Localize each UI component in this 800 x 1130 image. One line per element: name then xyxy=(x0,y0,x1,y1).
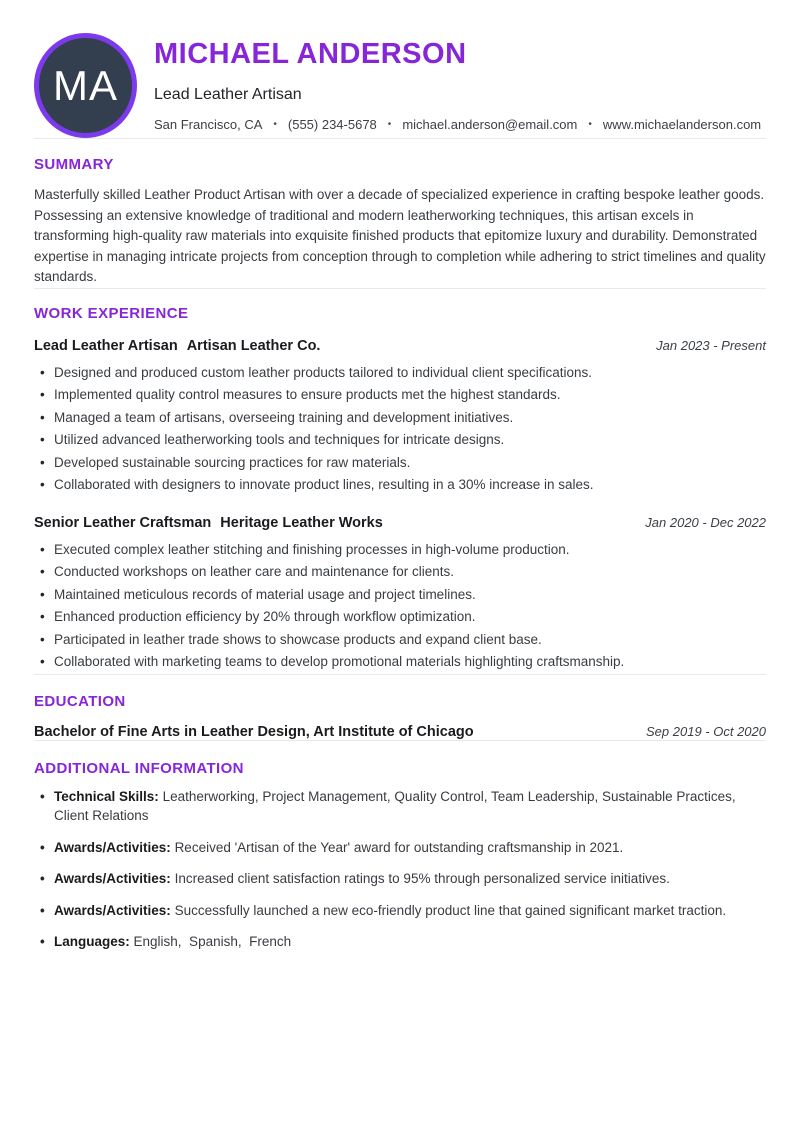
job-title-line xyxy=(34,514,383,532)
info-text: Successfully launched a new eco-friendly product line that gained significant market traction. xyxy=(174,902,727,918)
resume-header xyxy=(34,33,766,138)
info-text: Increased client satisfaction ratings to 95% through personalized service initiatives. xyxy=(174,871,670,886)
job-title: Lead Leather Artisan xyxy=(34,337,178,354)
contact-phone: (555) 234-5678 xyxy=(287,116,377,132)
header-text xyxy=(154,33,761,132)
job-dates: Jan 2020 - Dec 2022 xyxy=(645,514,766,530)
contact-email: michael.anderson@email.com xyxy=(402,116,578,132)
candidate-title: Lead Leather Artisan xyxy=(154,85,302,103)
contact-website: www.michaelanderson.com xyxy=(602,116,762,132)
candidate-name: MICHAEL ANDERSON xyxy=(154,38,467,70)
job-title: Senior Leather Craftsman xyxy=(34,514,212,531)
job-bullet: • Participated in leather trade shows to showcase products and expand client base. xyxy=(34,629,766,652)
dot-separator: • xyxy=(588,118,592,130)
job-entry xyxy=(34,337,766,497)
job-header xyxy=(34,514,766,532)
job-bullet: • Managed a team of artisans, overseeing training and development initiatives. xyxy=(34,407,766,430)
contact-location: San Francisco, CA xyxy=(154,116,263,132)
education-degree: Bachelor of Fine Arts in Leather Design, Art Institute of Chicago xyxy=(34,723,474,740)
job-bullet-list xyxy=(34,362,766,497)
summary-text: Masterfully skilled Leather Product Artisan with over a decade of specialized experience in crafting bespoke leather goods. Possessing an extensive knowledge of traditional and modern leatherworking techniques, this artisan excels in transforming high-quality raw materials into exquisite finished products that epitomize luxury and durability. Demonstrated expertise in managing intricate projects from conception through to completion while adhering to strict timelines and quality standards. xyxy=(34,187,766,284)
job-title-line xyxy=(34,337,320,355)
education-section xyxy=(34,675,766,740)
job-bullet: • Conducted workshops on leather care and maintenance for clients. xyxy=(34,561,766,584)
job-entry xyxy=(34,514,766,674)
info-item xyxy=(34,869,766,889)
work-experience-heading: WORK EXPERIENCE xyxy=(34,304,189,322)
job-bullet: • Maintained meticulous records of material usage and project timelines. xyxy=(34,584,766,607)
info-label: Languages: xyxy=(54,934,130,949)
job-dates: Jan 2023 - Present xyxy=(656,337,766,353)
job-bullet: • Collaborated with designers to innovate product lines, resulting in a 30% increase in sales. xyxy=(34,474,766,497)
info-label: Awards/Activities: xyxy=(54,871,171,886)
additional-info-list xyxy=(34,787,766,952)
work-experience-section xyxy=(34,289,766,674)
job-bullet: • Enhanced production efficiency by 20% through workflow optimization. xyxy=(34,606,766,629)
dot-separator: • xyxy=(387,118,392,130)
info-label: Awards/Activities: xyxy=(54,839,171,855)
education-entry xyxy=(34,724,766,740)
job-bullet: • Collaborated with marketing teams to develop promotional materials highlighting craftsmanship. xyxy=(34,651,766,674)
job-bullet: • Developed sustainable sourcing practices for raw materials. xyxy=(34,452,766,475)
education-heading: EDUCATION xyxy=(34,692,126,710)
info-item xyxy=(34,901,766,921)
additional-information-heading: ADDITIONAL INFORMATION xyxy=(34,759,244,777)
contact-row xyxy=(154,117,761,132)
avatar-initials: MA xyxy=(53,61,118,109)
job-bullet: • Utilized advanced leatherworking tools and techniques for intricate designs. xyxy=(34,429,766,452)
education-dates: Sep 2019 - Oct 2020 xyxy=(646,723,766,739)
job-header xyxy=(34,337,766,355)
summary-heading: SUMMARY xyxy=(34,156,114,173)
info-item xyxy=(34,932,766,952)
info-label: Technical Skills: xyxy=(54,788,159,804)
dot-separator: • xyxy=(273,118,277,130)
job-bullet: • Designed and produced custom leather products tailored to individual client specifications. xyxy=(34,362,766,385)
info-text: English, Spanish, French xyxy=(133,934,292,949)
info-text: Received 'Artisan of the Year' award for outstanding craftsmanship in 2021. xyxy=(174,839,624,855)
job-bullet: • Implemented quality control measures to ensure products met the highest standards. xyxy=(34,384,766,407)
info-item xyxy=(34,787,766,826)
job-company: Artisan Leather Co. xyxy=(186,337,321,354)
job-company: Heritage Leather Works xyxy=(220,514,383,531)
job-bullet: • Executed complex leather stitching and finishing processes in high-volume production. xyxy=(34,539,766,562)
additional-information-section xyxy=(34,741,766,952)
summary-section xyxy=(34,139,766,288)
avatar xyxy=(34,33,137,138)
info-label: Awards/Activities: xyxy=(54,902,171,918)
info-item xyxy=(34,838,766,858)
job-bullet-list xyxy=(34,539,766,674)
info-text: Leatherworking, Project Management, Quality Control, Team Leadership, Sustainable Practices, Client Relations xyxy=(54,788,740,823)
